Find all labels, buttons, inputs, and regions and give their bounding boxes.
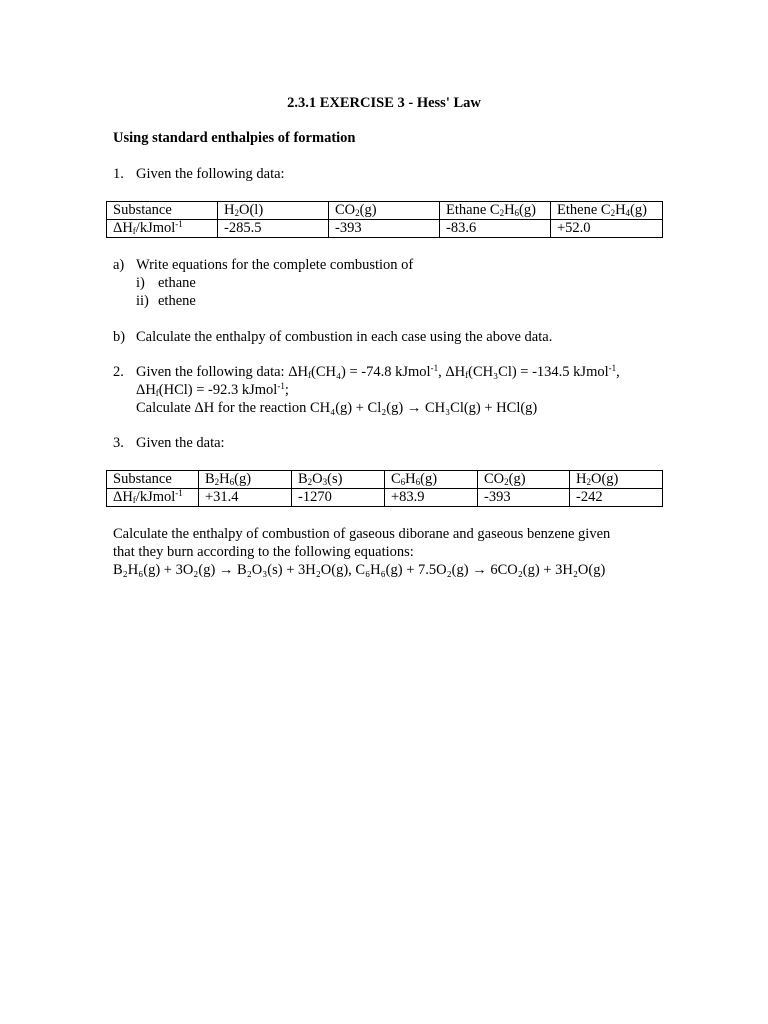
question-2-line-2: $\Delta H_f(HCl) = -92.3$ kJmol$^{-1}$; — [136, 381, 289, 398]
formation-enthalpy-table-2 — [106, 470, 663, 507]
table-cell: -393 — [329, 220, 440, 238]
part-a-ii-label: ii) — [136, 293, 149, 309]
question-2-reaction: Calculate ΔH for the reaction CH₄(g) + Cl₂(g) → CH₃Cl(g) + HCl(g) — [136, 400, 538, 416]
question-3-number: 3. — [113, 435, 124, 451]
table-row-label: $\Delta H_f/kJmol^{-1}$ — [107, 220, 218, 238]
arrow-icon: → — [406, 400, 422, 416]
table-cell: +31.4 — [199, 489, 292, 507]
table-cell: +83.9 — [385, 489, 478, 507]
table-header-cell: Ethane $C_2H_6(g)$ — [440, 202, 551, 220]
table-header-cell: $B_2H_6(g)$ — [199, 471, 292, 489]
question-2-line-1: Given the following data: $\Delta H_f(CH_4) = -74.8$ kJmol$^{-1}$, $\Delta H_f(CH_3Cl) = -134.5$ kJmol$^{-1}$, — [136, 363, 620, 380]
part-a-text: Write equations for the complete combustion of — [136, 257, 414, 273]
table-row — [107, 489, 663, 507]
question-1-number: 1. — [113, 166, 124, 182]
part-a-i-label: i) — [136, 275, 145, 291]
table-header-substance: Substance — [107, 202, 218, 220]
question-3-text: Given the data: — [136, 435, 225, 451]
table-row — [107, 471, 663, 489]
table-cell: -1270 — [292, 489, 385, 507]
arrow-icon: → — [472, 562, 487, 578]
table-row — [107, 220, 663, 238]
question-3-paragraph-line-2: that they burn according to the following equations: — [113, 544, 414, 560]
table-header-cell: $CO_2(g)$ — [329, 202, 440, 220]
arrow-icon: → — [218, 562, 234, 578]
table-cell: -83.6 — [440, 220, 551, 238]
table-header-substance: Substance — [107, 471, 199, 489]
table-cell: -242 — [570, 489, 663, 507]
table-header-cell: Ethene $C_2H_4(g)$ — [551, 202, 663, 220]
question-3-equations: B₂H₆(g) + 3O₂(g) → B₂O₃(s) + 3H₂O(g), C₆H₆(g) + 7.5O₂(g) → 6CO₂(g) + 3H₂O(g) — [113, 562, 606, 578]
page-title: 2.3.1 EXERCISE 3 - Hess' Law — [287, 95, 481, 111]
table-cell: -285.5 — [218, 220, 329, 238]
table-row — [107, 202, 663, 220]
question-2-number: 2. — [113, 364, 124, 380]
question-1-text: Given the following data: — [136, 166, 285, 182]
table-header-cell: $B_2O_3(s)$ — [292, 471, 385, 489]
table-header-cell: $H_2O(g)$ — [570, 471, 663, 489]
part-b-label: b) — [113, 329, 126, 345]
part-a-label: a) — [113, 257, 125, 273]
table-cell: -393 — [478, 489, 570, 507]
table-header-cell: $H_2O(l)$ — [218, 202, 329, 220]
part-a-i-text: ethane — [158, 275, 196, 291]
part-b-text: Calculate the enthalpy of combustion in each case using the above data. — [136, 329, 553, 345]
table-header-cell: $CO_2(g)$ — [478, 471, 570, 489]
table-header-cell: $C_6H_6(g)$ — [385, 471, 478, 489]
table-cell: +52.0 — [551, 220, 663, 238]
question-3-paragraph-line-1: Calculate the enthalpy of combustion of gaseous diborane and gaseous benzene given — [113, 526, 611, 542]
table-row-label: $\Delta H_f/kJmol^{-1}$ — [107, 489, 199, 507]
formation-enthalpy-table-1 — [106, 201, 663, 238]
part-a-ii-text: ethene — [158, 293, 196, 309]
section-subtitle: Using standard enthalpies of formation — [113, 130, 356, 146]
